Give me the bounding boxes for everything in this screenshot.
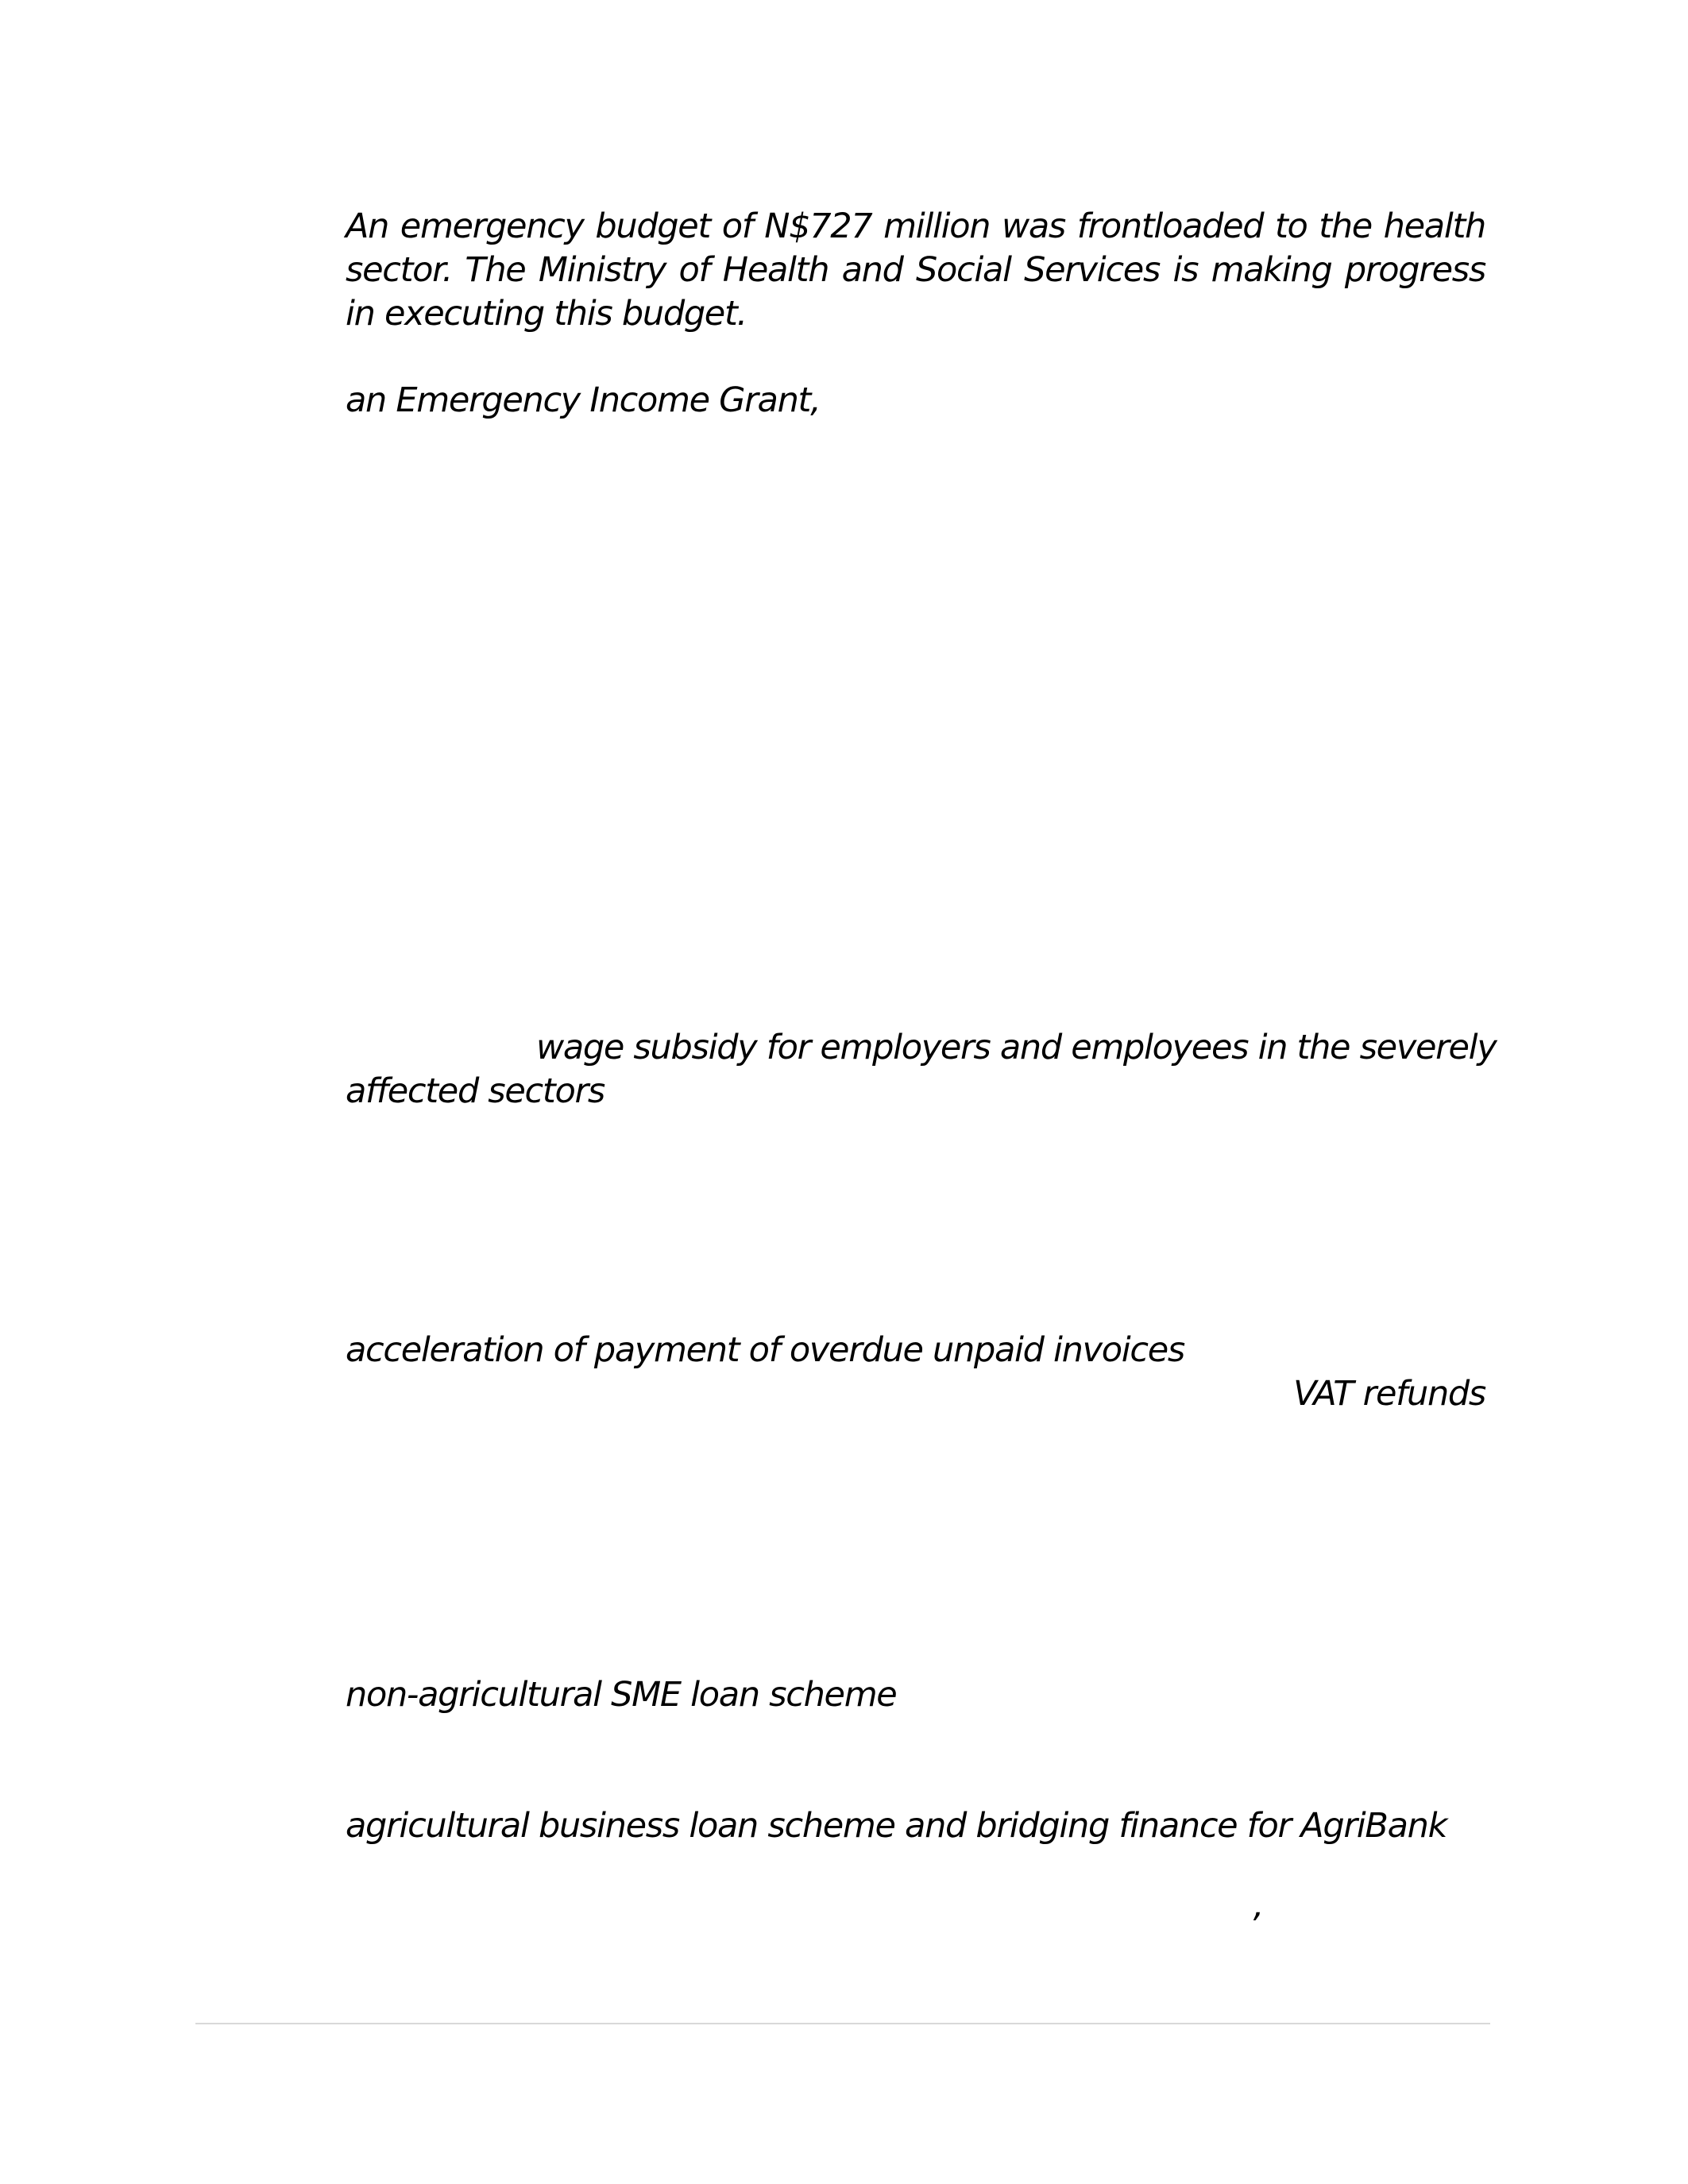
health-budget-paragraph: An emergency budget of N$727 million was frontloaded to the health sector. The Ministry of Health and Social Services is making progress in executing this budget. (346, 206, 1485, 334)
stray-apostrophe-mark: ’ (1249, 1906, 1259, 1946)
wage-subsidy-text: wage subsidy for employers and employees in the severely (536, 1028, 1497, 1067)
vat-refunds-text: VAT refunds (1293, 1374, 1485, 1414)
footer-divider (195, 2023, 1490, 2024)
affected-sectors-text: affected sectors (346, 1071, 605, 1111)
acceleration-payment-text: acceleration of payment of overdue unpaid invoices (346, 1330, 1185, 1370)
sme-loan-scheme-text: non-agricultural SME loan scheme (346, 1675, 897, 1715)
emergency-income-grant-text: an Emergency Income Grant, (346, 380, 821, 420)
agricultural-loan-scheme-text: agricultural business loan scheme and bridging finance for AgriBank (346, 1806, 1447, 1846)
